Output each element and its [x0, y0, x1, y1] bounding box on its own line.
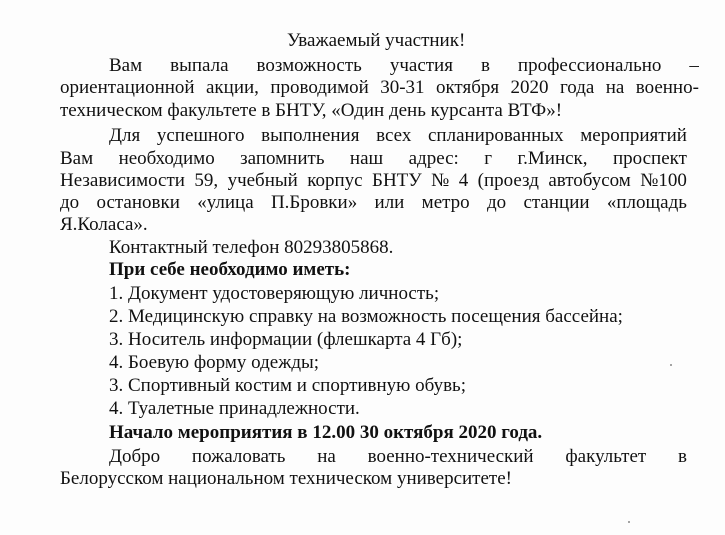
contact-phone: Контактный телефон 80293805868.: [109, 237, 394, 258]
paragraph-2-line-4: до остановки «улица П.Бровки» или метро до станции «площадь: [60, 192, 687, 213]
closing-line-1: Добро пожаловать на военно-технический факультет в: [109, 446, 687, 467]
paragraph-1-line-3: техническом факультете в БНТУ, «Один день курсанта ВТФ»!: [60, 100, 563, 121]
scan-speck: [628, 521, 630, 523]
list-item: 4. Туалетные принадлежности.: [109, 398, 360, 419]
paragraph-1-line-1: Вам выпала возможность участия в профессионально –: [109, 55, 699, 76]
bring-heading: При себе необходимо иметь:: [109, 259, 351, 280]
paragraph-1-line-2: ориентационной акции, проводимой 30-31 октября 2020 года на военно-: [60, 77, 699, 98]
list-item: 2. Медицинскую справку на возможность посещения бассейна;: [109, 306, 623, 327]
paragraph-2-line-2: Вам необходимо запомнить наш адрес: г г.Минск, проспект: [60, 148, 687, 169]
closing-line-2: Белорусском национальном техническом университете!: [60, 468, 512, 489]
scan-speck: [670, 364, 672, 366]
event-start: Начало мероприятия в 12.00 30 октября 2020 года.: [109, 422, 543, 443]
paragraph-2-line-3: Независимости 59, учебный корпус БНТУ № 4 (проезд автобусом №100: [60, 170, 687, 191]
list-item: 1. Документ удостоверяющую личность;: [109, 283, 440, 304]
list-item: 4. Боевую форму одежды;: [109, 352, 320, 373]
paragraph-2-line-5: Я.Коласа».: [60, 214, 148, 235]
list-item: 3. Спортивный костим и спортивную обувь;: [109, 375, 466, 396]
paragraph-2-line-1: Для успешного выполнения всех спланированных мероприятий: [109, 125, 687, 146]
list-item: 3. Носитель информации (флешкарта 4 Гб);: [109, 329, 463, 350]
greeting: Уважаемый участник!: [287, 30, 466, 51]
